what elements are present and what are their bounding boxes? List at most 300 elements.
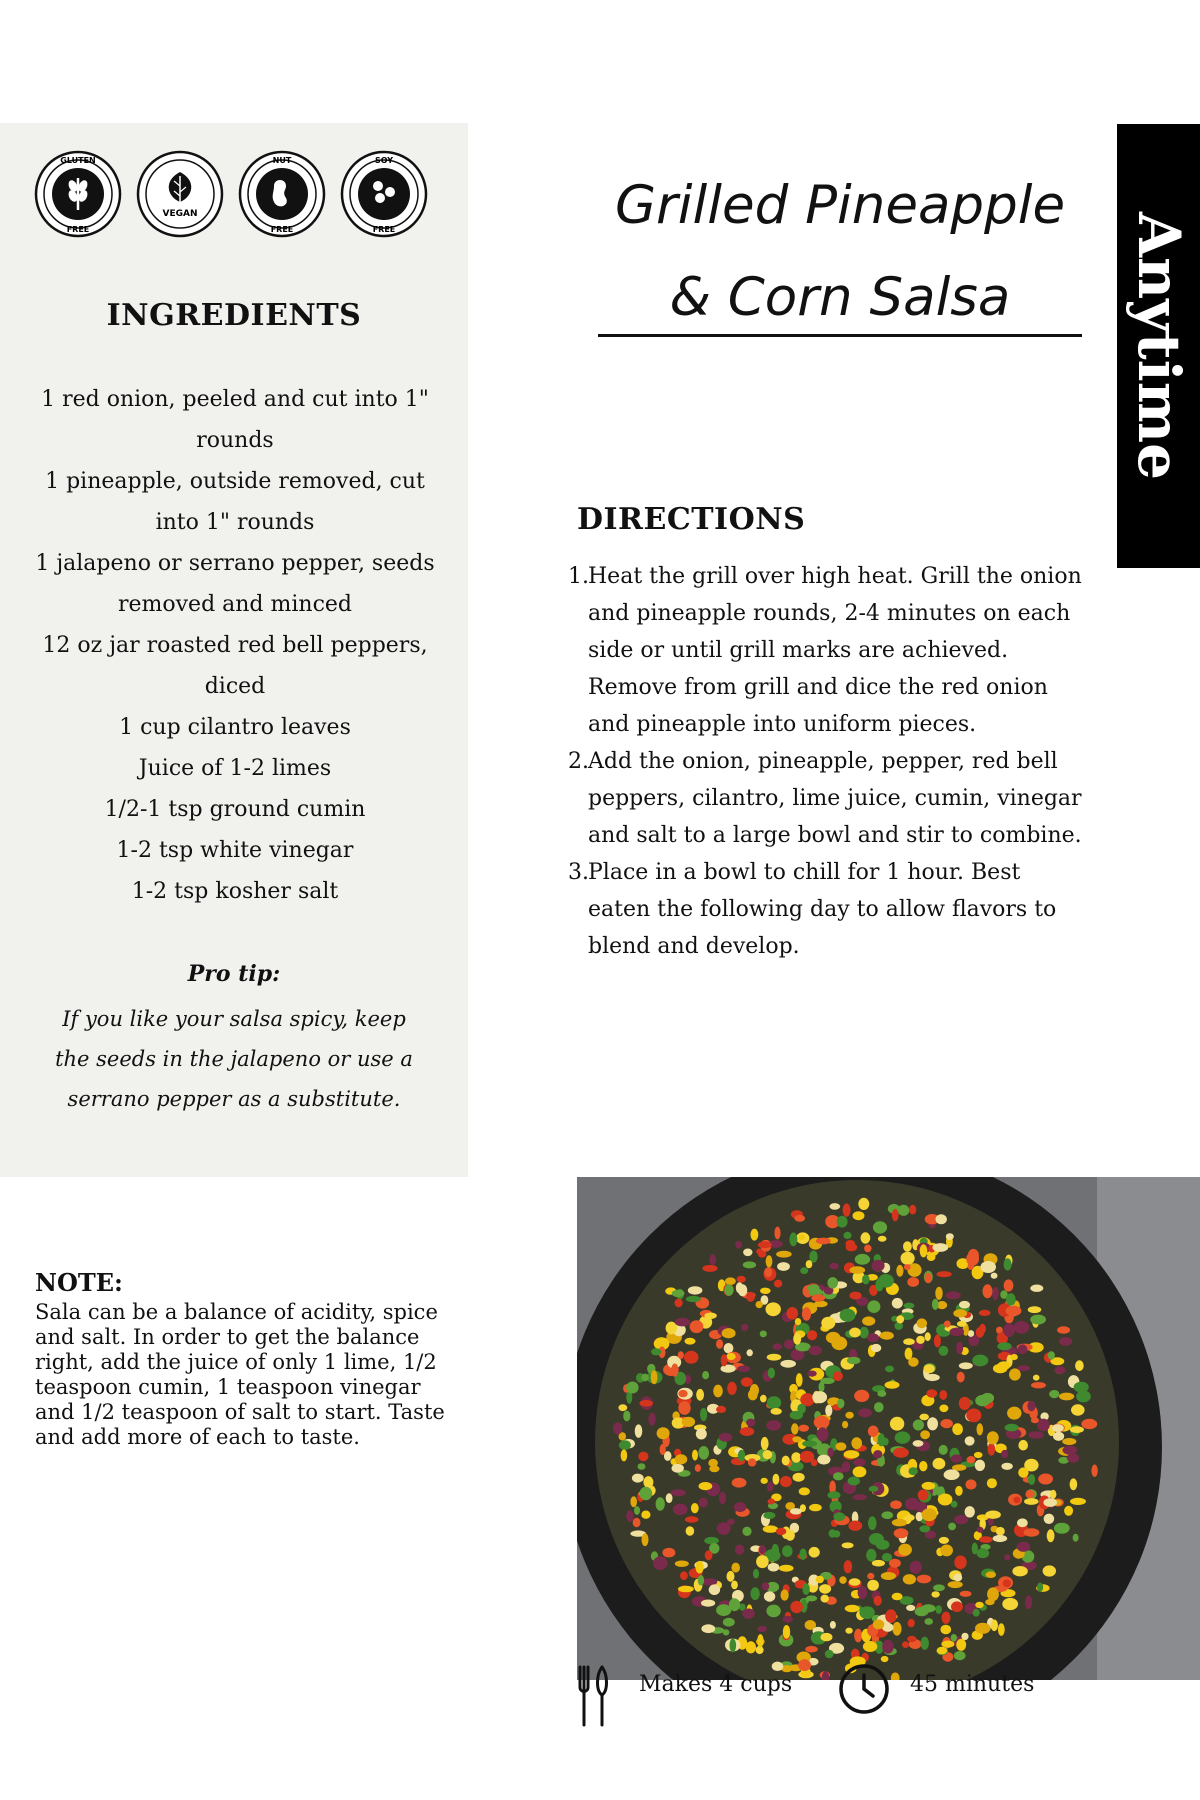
salsa-bit bbox=[757, 1626, 767, 1632]
salsa-bit bbox=[933, 1584, 945, 1591]
salsa-bit bbox=[717, 1522, 731, 1535]
salsa-bit bbox=[837, 1399, 844, 1408]
salsa-bit bbox=[833, 1371, 843, 1381]
salsa-bowl-photo bbox=[577, 1177, 1200, 1680]
salsa-bit bbox=[942, 1612, 951, 1624]
salsa-bit bbox=[774, 1227, 780, 1240]
salsa-bit bbox=[688, 1286, 703, 1294]
salsa-bit bbox=[937, 1271, 952, 1277]
salsa-bit bbox=[1075, 1360, 1084, 1371]
salsa-bit bbox=[951, 1455, 962, 1463]
salsa-bit bbox=[794, 1215, 805, 1222]
salsa-bit bbox=[805, 1646, 818, 1653]
salsa-bit bbox=[939, 1346, 949, 1356]
salsa-bit bbox=[996, 1527, 1005, 1536]
salsa-bit bbox=[782, 1616, 793, 1623]
salsa-bit bbox=[800, 1267, 808, 1274]
salsa-bit bbox=[892, 1209, 899, 1221]
salsa-bit bbox=[743, 1249, 752, 1257]
salsa-bit bbox=[1027, 1401, 1035, 1412]
salsa-bit bbox=[872, 1560, 885, 1567]
salsa-bit bbox=[814, 1416, 830, 1429]
salsa-bit bbox=[817, 1455, 830, 1465]
salsa-bit bbox=[641, 1511, 650, 1519]
salsa-bit bbox=[761, 1437, 769, 1450]
salsa-bit bbox=[638, 1463, 646, 1470]
salsa-bit bbox=[854, 1390, 869, 1402]
salsa-bit bbox=[1017, 1518, 1028, 1527]
salsa-bit bbox=[921, 1604, 936, 1612]
salsa-bit bbox=[696, 1389, 704, 1401]
salsa-bit bbox=[944, 1469, 960, 1480]
salsa-bit bbox=[966, 1409, 981, 1423]
salsa-bit bbox=[892, 1622, 901, 1636]
salsa-bit bbox=[1001, 1463, 1012, 1470]
salsa-bit bbox=[909, 1205, 916, 1215]
salsa-bit bbox=[926, 1389, 937, 1397]
salsa-bit bbox=[981, 1393, 994, 1403]
ingredient-item: 12 oz jar roasted red bell peppers, diced bbox=[42, 633, 428, 699]
salsa-bit bbox=[974, 1452, 983, 1458]
salsa-bit bbox=[814, 1301, 828, 1308]
salsa-bit bbox=[988, 1443, 996, 1456]
salsa-bit bbox=[701, 1600, 715, 1607]
salsa-bit bbox=[953, 1309, 967, 1317]
salsa-bit bbox=[699, 1498, 708, 1508]
salsa-bit bbox=[1050, 1490, 1056, 1499]
salsa-bit bbox=[809, 1504, 822, 1511]
ingredient-item: 1/2-1 tsp ground cumin bbox=[104, 797, 366, 822]
salsa-bit bbox=[776, 1528, 786, 1535]
salsa-bit bbox=[764, 1267, 772, 1277]
salsa-bit bbox=[727, 1353, 736, 1360]
salsa-bit bbox=[863, 1641, 877, 1652]
salsa-bit bbox=[920, 1244, 928, 1257]
salsa-bit bbox=[791, 1452, 801, 1463]
salsa-bit bbox=[731, 1563, 740, 1573]
salsa-bit bbox=[951, 1634, 957, 1642]
salsa-bit bbox=[685, 1516, 699, 1522]
vegan-icon bbox=[136, 150, 224, 238]
salsa-bit bbox=[867, 1573, 874, 1579]
soy-free-icon bbox=[340, 150, 428, 238]
salsa-bit bbox=[1062, 1438, 1076, 1445]
salsa-bit bbox=[802, 1583, 809, 1595]
salsa-bit bbox=[927, 1254, 936, 1261]
ingredient-item: 1 pineapple, outside removed, cut into 1" rounds bbox=[45, 469, 425, 535]
salsa-bit bbox=[626, 1382, 638, 1394]
salsa-bit bbox=[797, 1404, 806, 1414]
salsa-bit bbox=[845, 1605, 860, 1612]
salsa-bit bbox=[848, 1477, 860, 1486]
ingredient-item: 1-2 tsp kosher salt bbox=[131, 879, 339, 904]
salsa-bit bbox=[1059, 1393, 1074, 1401]
salsa-bit bbox=[799, 1487, 810, 1495]
salsa-bit bbox=[1031, 1417, 1039, 1423]
salsa-bit bbox=[809, 1346, 822, 1356]
salsa-bit bbox=[757, 1634, 763, 1647]
salsa-bit bbox=[853, 1211, 865, 1220]
salsa-bit bbox=[896, 1315, 904, 1323]
salsa-bit bbox=[979, 1324, 986, 1334]
salsa-bit bbox=[1047, 1529, 1055, 1542]
directions-heading: DIRECTIONS bbox=[577, 502, 806, 537]
salsa-bit bbox=[831, 1336, 847, 1350]
salsa-bit bbox=[855, 1254, 870, 1265]
salsa-bit bbox=[613, 1422, 622, 1434]
salsa-bit bbox=[844, 1560, 853, 1573]
salsa-bit bbox=[828, 1491, 841, 1499]
salsa-bit bbox=[1003, 1323, 1015, 1337]
salsa-bit bbox=[762, 1582, 769, 1590]
salsa-bit bbox=[1031, 1382, 1046, 1388]
clock-icon bbox=[838, 1663, 890, 1715]
salsa-bit bbox=[998, 1623, 1005, 1636]
salsa-bit bbox=[1003, 1580, 1011, 1588]
salsa-bit bbox=[780, 1360, 796, 1368]
salsa-bit bbox=[709, 1584, 720, 1595]
pro-tip-text: If you like your salsa spicy, keep the seeds in the jalapeno or use a serrano pepper as a substitute. bbox=[55, 1007, 413, 1111]
salsa-bit bbox=[894, 1528, 909, 1538]
salsa-bit bbox=[878, 1433, 885, 1446]
salsa-bit bbox=[700, 1408, 707, 1421]
salsa-bit bbox=[898, 1544, 912, 1556]
salsa-bit bbox=[975, 1623, 991, 1634]
salsa-bit bbox=[1057, 1326, 1070, 1334]
salsa-bit bbox=[821, 1633, 833, 1641]
ingredient-item: 1-2 tsp white vinegar bbox=[116, 838, 354, 863]
salsa-bit bbox=[839, 1576, 846, 1584]
salsa-bit bbox=[1028, 1306, 1042, 1313]
salsa-bit bbox=[621, 1449, 628, 1461]
salsa-bit bbox=[924, 1364, 935, 1373]
salsa-bit bbox=[684, 1351, 699, 1364]
salsa-bit bbox=[956, 1342, 963, 1355]
salsa-bit bbox=[741, 1377, 753, 1386]
salsa-bit bbox=[967, 1456, 976, 1463]
salsa-bit bbox=[656, 1497, 665, 1510]
salsa-bit bbox=[748, 1389, 758, 1400]
salsa-bit bbox=[849, 1292, 861, 1300]
salsa-bit bbox=[1024, 1498, 1039, 1505]
salsa-bit bbox=[821, 1317, 835, 1330]
salsa-bit bbox=[729, 1598, 740, 1611]
salsa-bit bbox=[913, 1440, 924, 1447]
salsa-bit bbox=[812, 1391, 827, 1403]
salsa-bit bbox=[781, 1590, 789, 1601]
salsa-bit bbox=[848, 1521, 862, 1531]
salsa-bit bbox=[940, 1545, 953, 1557]
salsa-bit bbox=[913, 1420, 924, 1431]
salsa-bit bbox=[922, 1482, 936, 1490]
salsa-bit bbox=[759, 1545, 766, 1554]
salsa-bit bbox=[846, 1243, 858, 1251]
salsa-bit bbox=[868, 1516, 877, 1530]
salsa-bit bbox=[673, 1504, 688, 1516]
salsa-bit bbox=[633, 1518, 641, 1527]
salsa-bit bbox=[725, 1277, 736, 1285]
salsa-bit bbox=[968, 1262, 974, 1270]
salsa-bit bbox=[873, 1221, 887, 1233]
salsa-bit bbox=[750, 1587, 759, 1600]
salsa-bit bbox=[1081, 1419, 1097, 1429]
salsa-bit bbox=[760, 1331, 767, 1338]
salsa-bit bbox=[987, 1431, 999, 1444]
salsa-bit bbox=[1030, 1285, 1043, 1292]
salsa-bit bbox=[843, 1232, 851, 1239]
salsa-bit bbox=[939, 1445, 948, 1455]
salsa-bit bbox=[811, 1294, 825, 1301]
salsa-bit bbox=[959, 1301, 970, 1309]
salsa-bit bbox=[957, 1372, 965, 1383]
salsa-bit bbox=[790, 1508, 802, 1514]
salsa-bit bbox=[903, 1241, 912, 1252]
salsa-bit bbox=[837, 1216, 848, 1228]
step-number: 3. bbox=[568, 860, 589, 885]
salsa-bit bbox=[793, 1473, 805, 1482]
salsa-bit bbox=[782, 1456, 790, 1466]
salsa-bit bbox=[776, 1251, 792, 1258]
salsa-bit bbox=[619, 1440, 631, 1450]
salsa-bit bbox=[811, 1459, 818, 1466]
salsa-bit bbox=[675, 1299, 683, 1308]
salsa-bit bbox=[751, 1229, 759, 1241]
salsa-bit bbox=[885, 1609, 896, 1623]
salsa-bit bbox=[777, 1262, 790, 1271]
salsa-bit bbox=[1074, 1382, 1089, 1393]
salsa-bit bbox=[685, 1338, 696, 1345]
salsa-bit bbox=[850, 1266, 866, 1274]
salsa-bit bbox=[787, 1307, 799, 1320]
salsa-bit bbox=[799, 1234, 805, 1240]
salsa-bit bbox=[737, 1366, 750, 1373]
salsa-bit bbox=[773, 1343, 783, 1350]
salsa-bit bbox=[946, 1233, 954, 1240]
salsa-bit bbox=[882, 1640, 894, 1654]
salsa-bit bbox=[842, 1461, 851, 1472]
salsa-bit bbox=[874, 1402, 884, 1412]
salsa-bit bbox=[1053, 1432, 1064, 1441]
salsa-bit bbox=[904, 1303, 915, 1309]
salsa-bit bbox=[1004, 1279, 1014, 1291]
salsa-bit bbox=[1018, 1440, 1028, 1451]
salsa-bit bbox=[843, 1204, 851, 1217]
salsa-bit bbox=[907, 1277, 919, 1287]
salsa-bit bbox=[780, 1476, 792, 1487]
salsa-bit bbox=[973, 1609, 980, 1617]
salsa-bit bbox=[927, 1417, 938, 1430]
salsa-bit bbox=[835, 1442, 846, 1450]
ingredients-panel bbox=[0, 123, 468, 1177]
salsa-bit bbox=[782, 1545, 793, 1557]
salsa-bit bbox=[756, 1555, 769, 1568]
salsa-bit bbox=[959, 1397, 971, 1410]
salsa-bit bbox=[834, 1512, 846, 1521]
salsa-bit bbox=[662, 1548, 675, 1558]
salsa-bit bbox=[639, 1400, 653, 1407]
salsa-bit bbox=[816, 1576, 824, 1583]
salsa-bit bbox=[908, 1357, 918, 1366]
salsa-bit bbox=[948, 1523, 956, 1531]
salsa-bit bbox=[699, 1482, 713, 1490]
salsa-bit bbox=[975, 1460, 985, 1471]
salsa-bit bbox=[741, 1324, 748, 1331]
salsa-bit bbox=[858, 1586, 868, 1600]
salsa-bit bbox=[1037, 1419, 1050, 1432]
salsa-bit bbox=[773, 1474, 780, 1485]
salsa-bit bbox=[1048, 1351, 1055, 1360]
salsa-bit bbox=[1017, 1542, 1031, 1552]
salsa-bit bbox=[936, 1214, 947, 1224]
salsa-bit bbox=[1007, 1407, 1021, 1420]
salsa-bit bbox=[890, 1500, 902, 1509]
ingredient-item: 1 red onion, peeled and cut into 1" rounds bbox=[41, 387, 429, 453]
salsa-bit bbox=[941, 1641, 954, 1648]
salsa-bit bbox=[756, 1301, 763, 1308]
salsa-bit bbox=[849, 1328, 861, 1338]
salsa-bit bbox=[736, 1282, 743, 1293]
salsa-bit bbox=[959, 1362, 973, 1369]
salsa-bit bbox=[861, 1232, 871, 1243]
salsa-bit bbox=[898, 1205, 910, 1216]
badge-top-text: GLUTEN bbox=[60, 156, 96, 165]
ingredients-list bbox=[25, 379, 445, 912]
salsa-bit bbox=[842, 1421, 848, 1428]
salsa-bit bbox=[734, 1502, 747, 1512]
salsa-bit bbox=[827, 1447, 833, 1456]
salsa-bit bbox=[937, 1647, 948, 1655]
salsa-bit bbox=[867, 1300, 880, 1313]
salsa-bit bbox=[903, 1574, 916, 1584]
salsa-bit bbox=[695, 1464, 701, 1472]
salsa-bit bbox=[639, 1487, 652, 1500]
salsa-bit bbox=[893, 1448, 909, 1458]
salsa-bit bbox=[1049, 1390, 1059, 1398]
salsa-bit bbox=[873, 1619, 885, 1629]
salsa-bit bbox=[904, 1264, 911, 1270]
salsa-bit bbox=[1063, 1446, 1078, 1455]
salsa-bit bbox=[763, 1512, 775, 1519]
salsa-bit bbox=[1006, 1293, 1016, 1306]
salsa-bit bbox=[980, 1261, 996, 1273]
salsa-bit bbox=[916, 1336, 925, 1344]
salsa-bit bbox=[827, 1277, 838, 1288]
salsa-bit bbox=[890, 1417, 904, 1431]
salsa-bit bbox=[906, 1605, 915, 1611]
salsa-bit bbox=[738, 1450, 746, 1462]
salsa-bit bbox=[721, 1354, 728, 1366]
salsa-bit bbox=[851, 1437, 862, 1449]
salsa-bit bbox=[875, 1278, 883, 1291]
salsa-bit bbox=[675, 1454, 688, 1464]
salsa-bit bbox=[842, 1542, 854, 1548]
salsa-bit bbox=[944, 1321, 951, 1328]
salsa-bit bbox=[1028, 1431, 1044, 1439]
salsa-bit bbox=[925, 1374, 940, 1381]
salsa-bit bbox=[708, 1459, 718, 1467]
salsa-bit bbox=[881, 1572, 896, 1580]
salsa-bit bbox=[854, 1629, 862, 1643]
salsa-bit bbox=[896, 1265, 903, 1277]
salsa-bit bbox=[954, 1515, 968, 1524]
salsa-bit bbox=[922, 1508, 937, 1521]
salsa-bit bbox=[705, 1550, 713, 1560]
step-text: Heat the grill over high heat. Grill the onion and pineapple rounds, 2-4 minutes on each side or until grill marks are achieved. Remove from grill and dice the red onion and pineapple into uniform pieces. bbox=[588, 564, 1082, 737]
salsa-bit bbox=[784, 1339, 794, 1349]
salsa-bit bbox=[1054, 1523, 1070, 1534]
salsa-bit bbox=[833, 1472, 844, 1480]
salsa-bit bbox=[878, 1236, 887, 1242]
salsa-bit bbox=[820, 1378, 834, 1384]
salsa-bit bbox=[678, 1390, 687, 1397]
salsa-bit bbox=[873, 1450, 882, 1458]
salsa-bit bbox=[756, 1249, 763, 1255]
salsa-bit bbox=[977, 1527, 984, 1533]
salsa-bit bbox=[868, 1426, 879, 1437]
salsa-bit bbox=[975, 1602, 984, 1608]
salsa-bit bbox=[809, 1547, 820, 1558]
salsa-bit bbox=[742, 1609, 754, 1619]
salsa-bit bbox=[985, 1599, 994, 1605]
salsa-bit bbox=[983, 1284, 993, 1298]
salsa-bit bbox=[954, 1555, 966, 1569]
salsa-bit bbox=[849, 1578, 861, 1586]
salsa-bit bbox=[825, 1650, 834, 1659]
salsa-bit bbox=[767, 1482, 774, 1492]
salsa-bit bbox=[934, 1335, 941, 1348]
salsa-bit bbox=[1043, 1565, 1056, 1576]
salsa-bit bbox=[931, 1591, 939, 1597]
salsa-bit bbox=[791, 1423, 798, 1434]
note-title: NOTE: bbox=[35, 1268, 123, 1297]
salsa-bit bbox=[901, 1252, 915, 1265]
salsa-bit bbox=[853, 1494, 867, 1500]
salsa-bit bbox=[691, 1503, 699, 1513]
salsa-bit bbox=[763, 1525, 778, 1532]
salsa-bit bbox=[727, 1571, 735, 1582]
salsa-bit bbox=[766, 1302, 781, 1316]
salsa-bit bbox=[920, 1430, 930, 1439]
salsa-bit bbox=[672, 1290, 685, 1297]
salsa-bit bbox=[1024, 1528, 1040, 1536]
recipe-title: Grilled Pineapple & Corn Salsa bbox=[614, 175, 1066, 328]
salsa-bit bbox=[1070, 1498, 1086, 1505]
salsa-bit bbox=[666, 1493, 673, 1503]
salsa-bit bbox=[880, 1332, 894, 1340]
salsa-bit bbox=[634, 1506, 640, 1515]
salsa-bit bbox=[889, 1559, 901, 1568]
salsa-bit bbox=[643, 1476, 653, 1488]
salsa-bit bbox=[768, 1368, 775, 1379]
salsa-bit bbox=[678, 1586, 694, 1593]
badge-top-text: SOY bbox=[374, 156, 394, 165]
salsa-bit bbox=[867, 1333, 879, 1342]
salsa-bit bbox=[987, 1478, 997, 1488]
salsa-bit bbox=[885, 1366, 894, 1373]
salsa-bit bbox=[965, 1506, 975, 1517]
salsa-bit bbox=[651, 1370, 658, 1384]
salsa-bit bbox=[618, 1404, 627, 1411]
salsa-bit bbox=[951, 1501, 958, 1508]
salsa-bit bbox=[977, 1548, 990, 1558]
salsa-bit bbox=[675, 1318, 691, 1327]
salsa-bit bbox=[648, 1413, 655, 1426]
salsa-bit bbox=[859, 1606, 874, 1619]
salsa-bit bbox=[1005, 1424, 1019, 1432]
salsa-bit bbox=[845, 1412, 853, 1419]
salsa-bit bbox=[796, 1373, 803, 1387]
salsa-bit bbox=[680, 1571, 688, 1580]
